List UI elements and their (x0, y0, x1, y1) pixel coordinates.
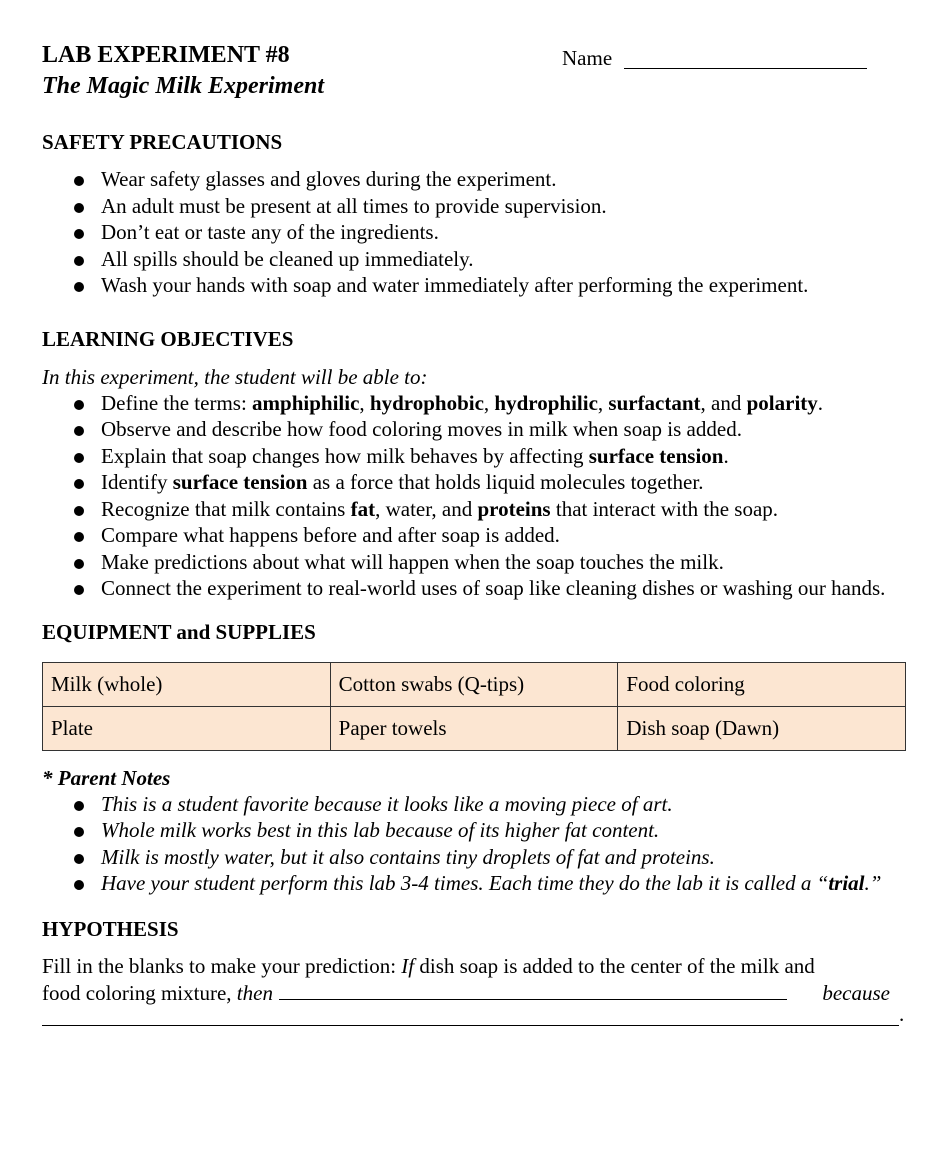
list-item (42, 496, 907, 523)
list-item (42, 272, 907, 299)
list-item (42, 469, 907, 496)
then-blank-line[interactable] (279, 981, 787, 1000)
bullet-icon (74, 400, 84, 410)
bullet-icon (74, 801, 84, 811)
term-amphiphilic: amphiphilic (252, 390, 360, 415)
text: . (723, 443, 729, 468)
list-item-text: Don’t eat or taste any of the ingredients. (101, 220, 439, 244)
table-cell: Milk (whole) (43, 662, 331, 706)
table-cell: Dish soap (Dawn) (618, 706, 906, 750)
bullet-icon (74, 479, 84, 489)
hypothesis-heading: HYPOTHESIS (42, 916, 179, 941)
list-item (42, 390, 907, 417)
objectives-heading: LEARNING OBJECTIVES (42, 326, 294, 351)
safety-heading: SAFETY PRECAUTIONS (42, 130, 283, 154)
text: .” (864, 871, 882, 895)
lab-subtitle: The Magic Milk Experiment (42, 73, 324, 99)
bullet-icon (74, 585, 84, 595)
text: Define the terms: (101, 390, 253, 415)
text: that interact with the soap. (550, 496, 779, 521)
text-then: then (236, 980, 273, 1005)
text: Identify (101, 470, 173, 494)
term-proteins: proteins (477, 496, 551, 521)
bullet-icon (74, 176, 84, 186)
term-surface-tension: surface tension (172, 470, 308, 494)
bullet-icon (74, 282, 84, 292)
list-item-text: Whole milk works best in this lab because of its higher fat content. (101, 818, 660, 842)
list-item (42, 817, 907, 844)
term-surface-tension: surface tension (588, 443, 724, 468)
bullet-icon (74, 532, 84, 542)
bullet-icon (74, 426, 84, 436)
equipment-section (42, 618, 907, 751)
term-hydrophilic: hydrophilic (494, 390, 598, 415)
safety-list (42, 166, 907, 299)
equipment-heading (42, 618, 907, 646)
table-cell: Cotton swabs (Q-tips) (330, 662, 618, 706)
list-item-text: Compare what happens before and after soap is added. (101, 523, 560, 547)
list-item (42, 791, 907, 818)
text: , (483, 390, 495, 415)
parent-notes-heading: * Parent Notes (42, 765, 171, 790)
table-row (43, 706, 906, 750)
heading-part: and (171, 619, 216, 644)
table-cell: Paper towels (330, 706, 618, 750)
list-item (42, 870, 907, 897)
list-item (42, 246, 907, 273)
hypothesis-section (42, 915, 907, 1031)
hypothesis-line-2 (42, 980, 907, 1007)
list-item-text: An adult must be present at all times to provide supervision. (101, 193, 607, 218)
text: , (597, 390, 609, 415)
hypothesis-line-1 (42, 953, 907, 980)
bullet-icon (74, 880, 84, 890)
text-if: If (401, 953, 415, 978)
parent-notes-section (42, 765, 907, 897)
worksheet-header (42, 40, 907, 108)
table-cell: Food coloring (618, 662, 906, 706)
list-item (42, 443, 907, 470)
objectives-list (42, 390, 907, 602)
name-label: Name (562, 46, 613, 70)
bullet-icon (74, 256, 84, 266)
term-hydrophobic: hydrophobic (369, 390, 484, 415)
text: Have your student perform this lab 3-4 times. Each time they do the lab it is called a “ (101, 871, 829, 895)
safety-section (42, 128, 907, 299)
list-item (42, 549, 907, 576)
text: . (817, 390, 824, 415)
term-trial: trial (828, 871, 865, 895)
list-item-text: Wash your hands with soap and water immediately after performing the experiment. (101, 273, 809, 297)
text: , and (700, 390, 747, 415)
list-item-text: Observe and describe how food coloring moves in milk when soap is added. (101, 417, 742, 441)
text: dish soap is added to the center of the milk and (414, 953, 815, 978)
objectives-intro: In this experiment, the student will be able to: (42, 364, 428, 389)
list-item-text: This is a student favorite because it looks like a moving piece of art. (101, 791, 673, 816)
list-item-text: Wear safety glasses and gloves during the experiment. (101, 167, 557, 191)
bullet-icon (74, 559, 84, 569)
term-fat: fat (350, 496, 376, 521)
table-cell: Plate (43, 706, 331, 750)
text: , (359, 390, 370, 415)
hypothesis-text (42, 953, 907, 1031)
text: , water, and (375, 496, 478, 521)
heading-part: SUPPLIES (215, 619, 316, 644)
bullet-icon (74, 229, 84, 239)
list-item (42, 193, 907, 220)
text-because: because (822, 980, 890, 1005)
list-item (42, 575, 907, 602)
list-item (42, 416, 907, 443)
text: food coloring mixture, (42, 980, 237, 1005)
list-item (42, 219, 907, 246)
lab-title: LAB EXPERIMENT #8 (42, 42, 290, 68)
list-item-text: Make predictions about what will happen when the soap touches the milk. (101, 549, 724, 574)
parent-notes-list (42, 791, 907, 897)
text: Explain that soap changes how milk behaves by affecting (101, 443, 589, 468)
list-item-text: Connect the experiment to real-world uses of soap like cleaning dishes or washing our hands. (101, 576, 886, 600)
bullet-icon (74, 203, 84, 213)
text: Recognize that milk contains (101, 496, 351, 521)
end-period: . (899, 1001, 905, 1026)
text: Fill in the blanks to make your prediction: (42, 953, 402, 978)
table-row (43, 662, 906, 706)
text: as a force that holds liquid molecules together. (307, 470, 704, 494)
list-item-text: All spills should be cleaned up immediately. (101, 246, 474, 271)
list-item-text: Milk is mostly water, but it also contains tiny droplets of fat and proteins. (101, 844, 715, 869)
name-blank-line[interactable] (624, 68, 867, 69)
list-item (42, 522, 907, 549)
list-item (42, 844, 907, 871)
objectives-section (42, 325, 907, 602)
heading-part: EQUIPMENT (42, 619, 172, 644)
supplies-table (42, 662, 906, 751)
bullet-icon (74, 453, 84, 463)
term-polarity: polarity (746, 390, 818, 415)
worksheet-page (42, 40, 907, 1031)
term-surfactant: surfactant (608, 390, 701, 415)
bullet-icon (74, 854, 84, 864)
hypothesis-line-3 (42, 1001, 907, 1031)
list-item (42, 166, 907, 193)
because-blank-line[interactable] (42, 1007, 899, 1026)
bullet-icon (74, 506, 84, 516)
bullet-icon (74, 827, 84, 837)
